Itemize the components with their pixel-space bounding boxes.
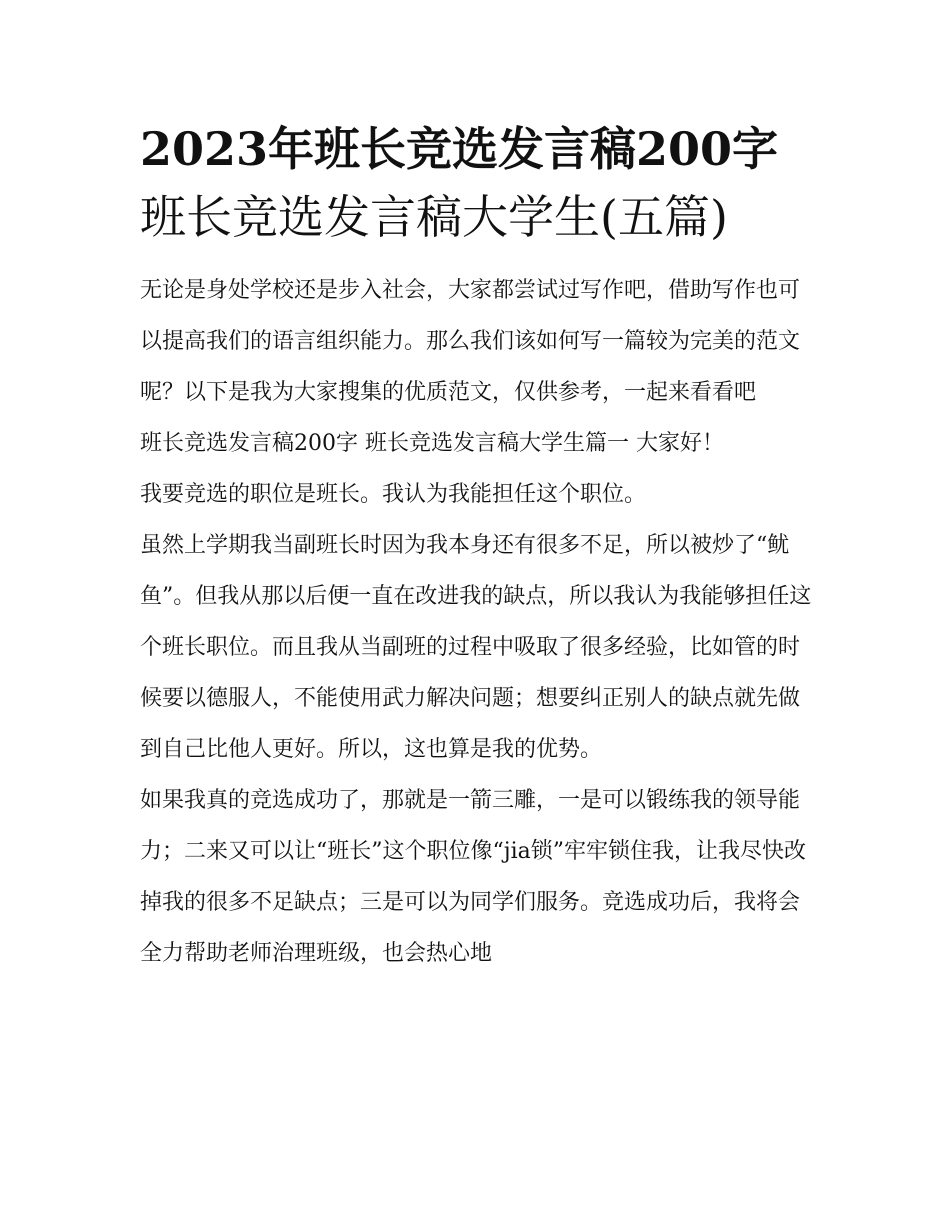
title-line-1: 2023年班长竞选发言稿200字 (140, 122, 779, 176)
body-paragraph: 虽然上学期我当副班长时因为我本身还有很多不足，所以被炒了“鱿鱼”。但我从那以后便一直在改进我的缺点，所以我认为我能够担任这个班长职位。而且我从当副班的过程中吸取了很多经验，比如管的时候要以德服人，不能使用武力解决问题；想要纠正别人的缺点就先做到自己比他人更好。所以，这也算是我的优势。 (140, 533, 812, 762)
intro-paragraph: 无论是身处学校还是步入社会，大家都尝试过写作吧，借助写作也可以提高我们的语言组织能力。那么我们该如何写一篇较为完美的范文呢？以下是我为大家搜集的优质范文，仅供参考，一起来看看吧 (140, 278, 801, 405)
section-heading-line: 班长竞选发言稿200字 班长竞选发言稿大学生篇一 大家好！ (140, 431, 724, 456)
document-page (140, 115, 812, 979)
title-line-2: 班长竞选发言稿大学生(五篇) (140, 190, 728, 244)
document-title (140, 115, 812, 251)
body-paragraph: 如果我真的竞选成功了，那就是一箭三雕，一是可以锻练我的领导能力；二来又可以让“班长”这个职位像“jia锁”牢牢锁住我，让我尽快改掉我的很多不足缺点；三是可以为同学们服务。竞选成功后，我将会全力帮助老师治理班级，也会热心地 (140, 788, 806, 966)
body-paragraph: 我要竞选的职位是班长。我认为我能担任这个职位。 (140, 482, 647, 507)
